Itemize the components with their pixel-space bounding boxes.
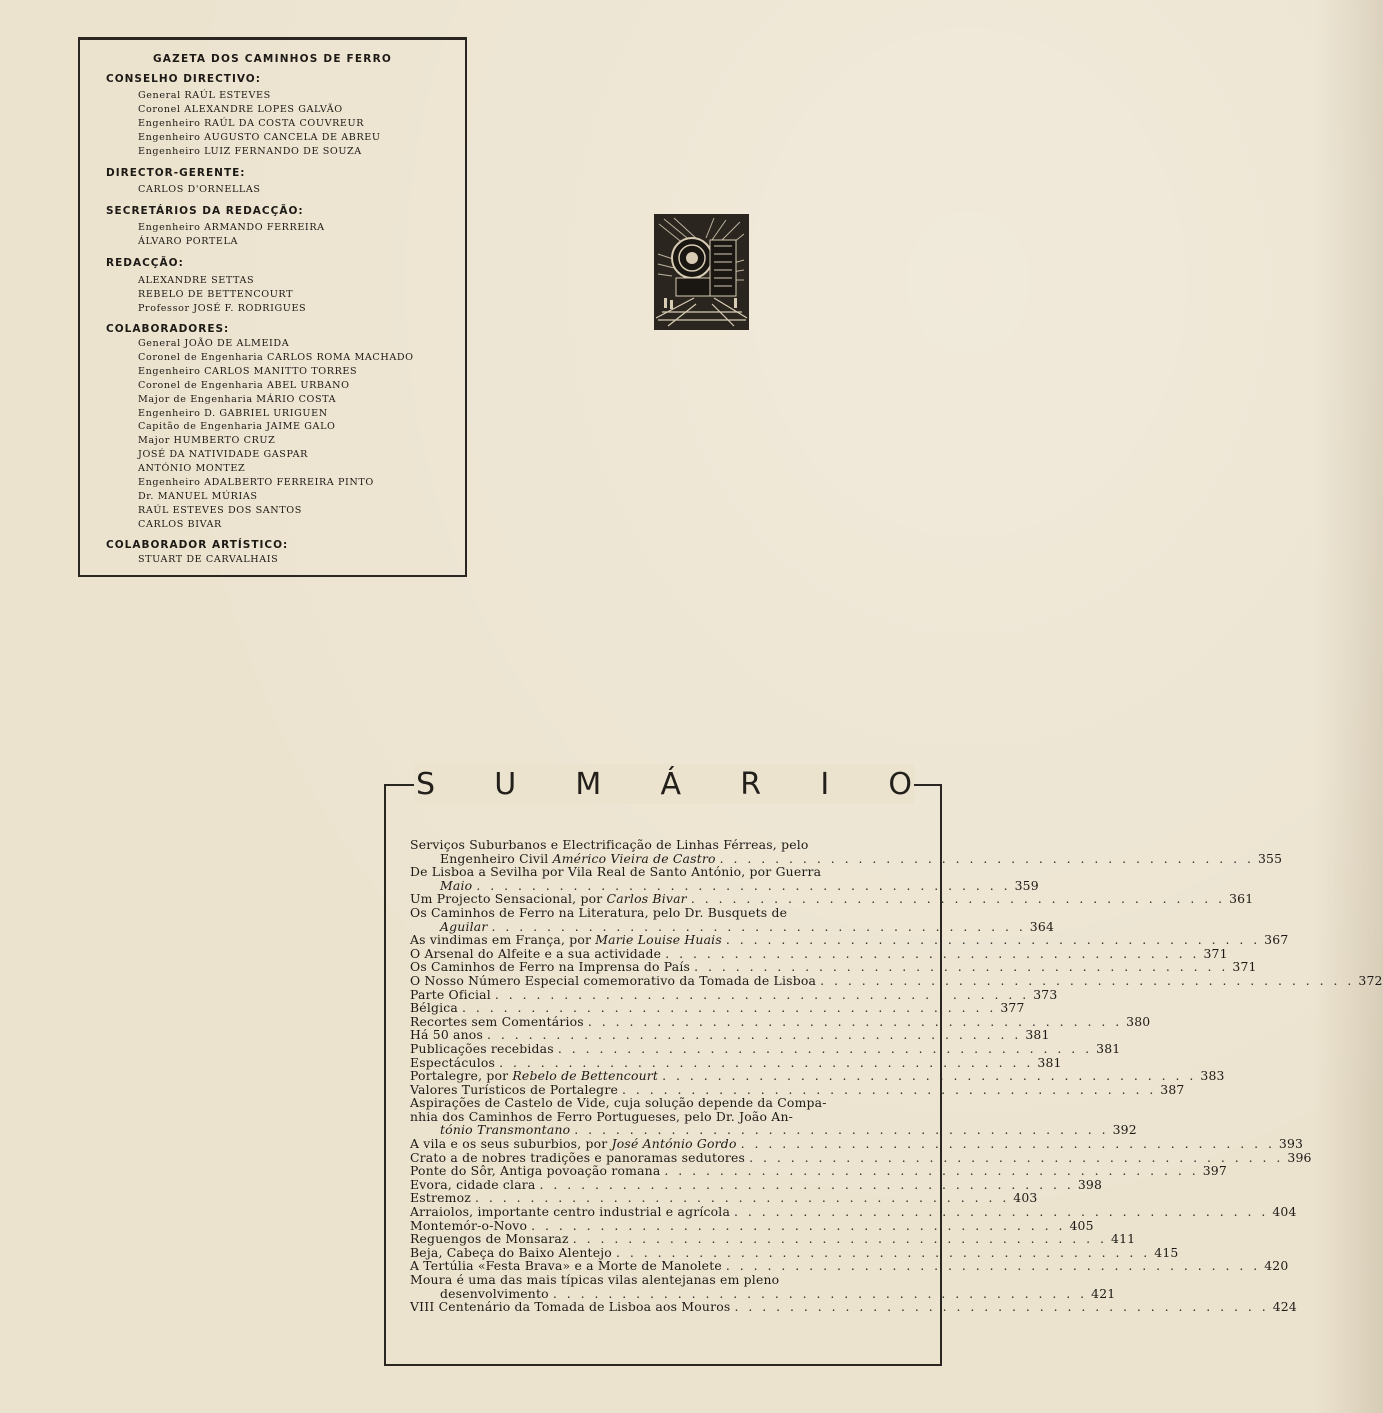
toc-entry-title <box>410 892 687 906</box>
toc-entry <box>410 959 1257 975</box>
toc-entry <box>410 891 1254 907</box>
staff-member: CARLOS BIVAR <box>138 518 222 530</box>
toc-dot-leader: . . . . . . . . . . . . . . . . . . . . . . . . . . . . . . . . . . . . . . . <box>734 1204 1269 1220</box>
toc-entry-title <box>410 1219 527 1233</box>
toc-dot-leader: . . . . . . . . . . . . . . . . . . . . . . . . . . . . . . . . . . . . . . . <box>665 945 1200 961</box>
toc-entry-text: Reguengos de Monsaraz <box>410 1231 569 1247</box>
staff-member: Coronel ALEXANDRE LOPES GALVÃO <box>138 103 343 115</box>
toc-entry <box>410 1040 1121 1056</box>
toc-entry-title <box>410 1069 658 1083</box>
toc-entry-text: O Nosso Número Especial comemorativo da Tomada de Lisboa <box>410 972 817 988</box>
heading-colaborador-artistico: COLABORADOR ARTÍSTICO: <box>106 539 289 551</box>
toc-entry-row <box>410 959 1257 975</box>
toc-dot-leader: . . . . . . . . . . . . . . . . . . . . . . . . . . . . . . . . . . . . . . . <box>476 877 1011 893</box>
toc-entry-text: Portalegre, por <box>410 1068 513 1084</box>
toc-entry-title <box>440 920 488 934</box>
toc-dot-leader: . . . . . . . . . . . . . . . . . . . . . . . . . . . . . . . . . . . . . . . <box>725 932 1261 948</box>
toc-entry <box>410 1244 1179 1260</box>
toc-entry-row <box>410 1136 1304 1152</box>
list-colaborador-artistico <box>138 553 278 567</box>
toc-entry <box>410 1027 1050 1043</box>
title-letter: S <box>416 766 436 802</box>
toc-entry-title <box>410 988 491 1002</box>
toc-entry-title <box>410 933 722 947</box>
staff-member: CARLOS D'ORNELLAS <box>138 184 261 195</box>
toc-entry <box>410 945 1228 961</box>
toc-entry-text: Evora, cidade clara <box>410 1176 536 1192</box>
toc-page-number: 387 <box>1160 1081 1185 1097</box>
toc-page-number: 377 <box>1000 1000 1025 1016</box>
toc-page-number: 411 <box>1110 1231 1136 1247</box>
toc-entry-line: nhia dos Caminhos de Ferro Portugueses, pelo Dr. João An- <box>410 1108 794 1124</box>
title-letter: U <box>494 766 517 802</box>
toc-entry-text: Um Projecto Sensacional, por <box>410 891 607 907</box>
toc-entry <box>410 1204 1297 1220</box>
toc-dot-leader: . . . . . . . . . . . . . . . . . . . . . . . . . . . . . . . . . . . . . . . <box>539 1176 1074 1192</box>
title-letter: M <box>575 766 602 802</box>
toc-entry-text: O Arsenal do Alfeite e a sua actividade <box>410 945 662 961</box>
toc-entry-row <box>410 1068 1225 1084</box>
toc-page-number: 373 <box>1033 986 1058 1002</box>
toc-page-number: 381 <box>1096 1040 1121 1056</box>
toc-page-number: 372 <box>1358 972 1383 988</box>
toc-entry-row <box>410 945 1228 961</box>
toc-entry <box>410 1272 1116 1301</box>
table-of-contents <box>410 837 1383 1315</box>
toc-dot-leader: . . . . . . . . . . . . . . . . . . . . . . . . . . . . . . . . . . . . . . . <box>557 1040 1093 1056</box>
toc-page-number: 359 <box>1014 877 1039 893</box>
toc-dot-leader: . . . . . . . . . . . . . . . . . . . . . . . . . . . . . . . . . . . . . . . <box>734 1299 1269 1315</box>
toc-entry-row <box>410 1027 1050 1043</box>
toc-dot-leader: . . . . . . . . . . . . . . . . . . . . . . . . . . . . . . . . . . . . . . . <box>740 1136 1275 1152</box>
locomotive-woodcut-illustration <box>654 214 749 330</box>
toc-entry-author: José António Gordo <box>611 1136 737 1152</box>
staff-member: RAÚL ESTEVES DOS SANTOS <box>138 504 302 516</box>
staff-member: ALEXANDRE SETTAS <box>138 275 255 286</box>
toc-page-number: 381 <box>1037 1054 1062 1070</box>
toc-entry-row <box>410 1204 1297 1220</box>
toc-dot-leader: . . . . . . . . . . . . . . . . . . . . . . . . . . . . . . . . . . . . . . . <box>487 1027 1022 1043</box>
toc-entry-title <box>440 1123 570 1137</box>
toc-dot-leader: . . . . . . . . . . . . . . . . . . . . . . . . . . . . . . . . . . . . . . . <box>621 1081 1157 1097</box>
heading-redaccao: REDACÇÃO: <box>106 257 184 269</box>
toc-entry-author: Maio <box>440 877 473 893</box>
toc-entry-row <box>410 1081 1185 1097</box>
toc-entry-text: A Tertúlia «Festa Brava» e a Morte de Manolete <box>410 1258 722 1274</box>
staff-member: Coronel de Engenharia ABEL URBANO <box>138 379 350 391</box>
toc-entry-row <box>410 1258 1289 1274</box>
toc-entry <box>410 1095 1137 1138</box>
toc-dot-leader: . . . . . . . . . . . . . . . . . . . . . . . . . . . . . . . . . . . . . . . <box>531 1217 1066 1233</box>
toc-dot-leader: . . . . . . . . . . . . . . . . . . . . . . . . . . . . . . . . . . . . . . . <box>615 1244 1151 1260</box>
toc-entry-text: Arraiolos, importante centro industrial e agrícola <box>410 1204 731 1220</box>
toc-entry <box>410 1081 1185 1097</box>
staff-member: Engenheiro CARLOS MANITTO TORRES <box>138 365 358 377</box>
toc-entry-text: VIII Centenário da Tomada de Lisboa aos Mouros <box>410 1299 731 1315</box>
toc-dot-leader: . . . . . . . . . . . . . . . . . . . . . . . . . . . . . . . . . . . . . . . <box>474 1190 1010 1206</box>
toc-dot-leader: . . . . . . . . . . . . . . . . . . . . . . . . . . . . . . . . . . . . . . . <box>499 1054 1034 1070</box>
toc-entry-row <box>410 850 1283 866</box>
toc-page-number: 371 <box>1232 959 1257 975</box>
toc-entry-text: Parte Oficial <box>410 986 491 1002</box>
toc-entry <box>410 864 1039 893</box>
toc-entry-title <box>410 1191 471 1205</box>
staff-member: STUART DE CARVALHAIS <box>138 554 279 565</box>
toc-entry-text: Recortes sem Comentários <box>410 1013 584 1029</box>
toc-dot-leader: . . . . . . . . . . . . . . . . . . . . . . . . . . . . . . . . . . . . . . . <box>820 972 1355 988</box>
toc-entry-author: Américo Vieira de Castro <box>552 850 716 866</box>
toc-entry-title <box>410 1232 569 1246</box>
toc-entry-title <box>440 879 472 893</box>
list-secretarios <box>138 221 325 249</box>
toc-page-number: 397 <box>1202 1163 1227 1179</box>
toc-entry-title <box>440 852 716 866</box>
staff-member: Coronel de Engenharia CARLOS ROMA MACHADO <box>138 351 414 363</box>
toc-entry-text: Espectáculos <box>410 1054 496 1070</box>
toc-entry-title <box>410 974 816 988</box>
staff-member: Professor JOSÉ F. RODRIGUES <box>138 302 307 314</box>
toc-entry-text: As vindimas em França, por <box>410 932 596 948</box>
toc-entry-title <box>410 1042 554 1056</box>
toc-dot-leader: . . . . . . . . . . . . . . . . . . . . . . . . . . . . . . . . . . . . . . . <box>552 1285 1088 1301</box>
list-redaccao <box>138 274 306 316</box>
toc-entry <box>410 1149 1312 1165</box>
toc-entry-title <box>410 1056 495 1070</box>
toc-entry-text: Bélgica <box>410 1000 459 1016</box>
staff-member: ANTÓNIO MONTEZ <box>138 463 246 475</box>
list-director-gerente <box>138 183 261 197</box>
staff-member: General RAÚL ESTEVES <box>138 90 271 101</box>
toc-entry <box>410 1000 1025 1016</box>
toc-page-number: 420 <box>1264 1258 1289 1274</box>
toc-dot-leader: . . . . . . . . . . . . . . . . . . . . . . . . . . . . . . . . . . . . . . . <box>587 1013 1123 1029</box>
toc-dot-leader: . . . . . . . . . . . . . . . . . . . . . . . . . . . . . . . . . . . . . . . <box>694 959 1229 975</box>
toc-entry-text: Beja, Cabeça do Baixo Alentejo <box>410 1244 612 1260</box>
toc-entry <box>410 1299 1297 1315</box>
toc-entry <box>410 986 1058 1002</box>
toc-page-number: 403 <box>1013 1190 1038 1206</box>
toc-entry-row <box>410 1040 1121 1056</box>
toc-entry <box>410 1054 1062 1070</box>
toc-entry-line: Os Caminhos de Ferro na Literatura, pelo Dr. Busquets de <box>410 904 788 920</box>
toc-entry-text: desenvolvimento <box>440 1285 549 1301</box>
toc-entry <box>410 972 1383 988</box>
toc-entry-title <box>410 1151 745 1165</box>
toc-entry <box>410 1136 1304 1152</box>
toc-entry-title <box>410 1015 584 1029</box>
toc-entry-title <box>410 960 690 974</box>
toc-page-number: 381 <box>1025 1027 1050 1043</box>
staff-member: Engenheiro RAÚL DA COSTA COUVREUR <box>138 117 365 129</box>
toc-entry-row <box>410 1217 1094 1233</box>
staff-member: REBELO DE BETTENCOURT <box>138 288 294 300</box>
title-letter: I <box>820 766 830 802</box>
toc-page-number: 380 <box>1126 1013 1151 1029</box>
staff-member: Major HUMBERTO CRUZ <box>138 435 276 447</box>
toc-entry-line: Serviços Suburbanos e Electrificação de Linhas Férreas, pelo <box>410 837 809 852</box>
heading-colaboradores: COLABORADORES: <box>106 323 230 335</box>
toc-entry-text: Há 50 anos <box>410 1027 484 1043</box>
toc-entry-row <box>410 1013 1151 1029</box>
toc-entry-text: Os Caminhos de Ferro na Imprensa do País <box>410 959 691 975</box>
toc-entry-title <box>410 1028 483 1042</box>
toc-entry-row <box>410 1000 1025 1016</box>
toc-entry-title <box>410 947 661 961</box>
heading-secretarios: SECRETÁRIOS DA REDACÇÃO: <box>106 205 304 217</box>
toc-entry-row <box>410 1299 1297 1315</box>
toc-entry-title <box>410 1259 722 1273</box>
toc-entry <box>410 932 1289 948</box>
sumario-title <box>414 764 914 804</box>
staff-member: Dr. MANUEL MÚRIAS <box>138 490 258 502</box>
toc-page-number: 424 <box>1272 1299 1297 1315</box>
toc-entry-row <box>410 1285 1116 1301</box>
toc-dot-leader: . . . . . . . . . . . . . . . . . . . . . . . . . . . . . . . . . . . . . . . <box>664 1163 1199 1179</box>
toc-entry <box>410 1068 1225 1084</box>
staff-member: Engenheiro ADALBERTO FERREIRA PINTO <box>138 477 374 489</box>
toc-page-number: 364 <box>1029 918 1055 934</box>
staff-member: Capitão de Engenharia JAIME GALO <box>138 421 336 433</box>
toc-entry-text: A vila e os seus suburbios, por <box>410 1136 612 1152</box>
toc-entry <box>410 1163 1227 1179</box>
toc-dot-leader: . . . . . . . . . . . . . . . . . . . . . . . . . . . . . . . . . . . . . . . <box>494 986 1030 1002</box>
toc-entry <box>410 1176 1103 1192</box>
toc-entry-title <box>410 1205 730 1219</box>
title-letter: R <box>740 766 762 802</box>
toc-entry-line: Moura é uma das mais típicas vilas alentejanas em pleno <box>410 1272 780 1287</box>
toc-page-number: 396 <box>1287 1149 1312 1165</box>
staff-member: ÁLVARO PORTELA <box>138 235 238 247</box>
toc-entry-title <box>410 1164 660 1178</box>
staff-member: Major de Engenharia MÁRIO COSTA <box>138 393 337 405</box>
toc-entry-text: Valores Turísticos de Portalegre <box>410 1081 618 1097</box>
list-conselho-directivo <box>138 89 381 159</box>
toc-entry <box>410 1217 1094 1233</box>
toc-entry-row <box>410 1244 1179 1260</box>
toc-page-number: 367 <box>1264 932 1289 948</box>
toc-entry-text: Publicações recebidas <box>410 1040 554 1056</box>
toc-page-number: 392 <box>1112 1122 1137 1138</box>
toc-entry-line: Aspirações de Castelo de Vide, cuja solução depende da Compa- <box>410 1095 827 1111</box>
staff-member: Engenheiro ARMANDO FERREIRA <box>138 222 325 233</box>
toc-dot-leader: . . . . . . . . . . . . . . . . . . . . . . . . . . . . . . . . . . . . . . . <box>462 1000 997 1016</box>
toc-page-number: 383 <box>1200 1068 1225 1084</box>
toc-entry-row <box>410 932 1289 948</box>
staff-member: JOSÉ DA NATIVIDADE GASPAR <box>138 449 308 461</box>
masthead-top-rule <box>78 37 467 40</box>
toc-entry-author: Marie Louise Huais <box>595 932 722 948</box>
toc-dot-leader: . . . . . . . . . . . . . . . . . . . . . . . . . . . . . . . . . . . . . . . <box>725 1258 1261 1274</box>
toc-entry-text: Estremoz <box>410 1190 471 1206</box>
toc-entry-text: Montemór-o-Novo <box>410 1217 528 1233</box>
toc-entry-text: Engenheiro Civil <box>440 850 553 866</box>
toc-entry-row <box>410 1149 1312 1165</box>
toc-page-number: 371 <box>1203 945 1228 961</box>
toc-entry-title <box>410 1137 737 1151</box>
toc-entry-row <box>410 891 1254 907</box>
staff-member: General JOÃO DE ALMEIDA <box>138 338 290 349</box>
staff-member: Engenheiro AUGUSTO CANCELA DE ABREU <box>138 131 381 143</box>
toc-entry <box>410 1258 1289 1274</box>
title-letter: O <box>888 766 912 802</box>
toc-dot-leader: . . . . . . . . . . . . . . . . . . . . . . . . . . . . . . . . . . . . . . . <box>491 918 1026 934</box>
toc-dot-leader: . . . . . . . . . . . . . . . . . . . . . . . . . . . . . . . . . . . . . . . <box>690 891 1226 907</box>
toc-entry-title <box>410 1083 618 1097</box>
staff-member: Engenheiro D. GABRIEL URIGUEN <box>138 407 328 419</box>
title-letter: Á <box>660 766 682 802</box>
toc-entry-line: De Lisboa a Sevilha por Vila Real de Santo António, por Guerra <box>410 864 822 880</box>
toc-entry <box>410 904 1055 934</box>
toc-dot-leader: . . . . . . . . . . . . . . . . . . . . . . . . . . . . . . . . . . . . . . . <box>749 1149 1284 1165</box>
toc-entry <box>410 1190 1038 1206</box>
toc-dot-leader: . . . . . . . . . . . . . . . . . . . . . . . . . . . . . . . . . . . . . . . <box>572 1231 1107 1247</box>
toc-entry-row <box>410 877 1039 893</box>
toc-entry-title <box>410 1001 458 1015</box>
toc-entry <box>410 837 1283 866</box>
toc-entry-text: Ponte do Sôr, Antiga povoação romana <box>410 1163 661 1179</box>
toc-entry-title <box>410 1300 730 1314</box>
toc-entry-row <box>410 1163 1227 1179</box>
toc-entry-row <box>410 1176 1103 1192</box>
toc-page-number: 405 <box>1069 1217 1094 1233</box>
toc-entry-author: Carlos Bivar <box>606 891 687 907</box>
toc-entry-title <box>410 1246 612 1260</box>
masthead-box <box>78 37 467 577</box>
toc-entry-row <box>410 1231 1136 1247</box>
heading-conselho-directivo: CONSELHO DIRECTIVO: <box>106 73 261 85</box>
sumario-rule-right <box>912 784 942 786</box>
toc-entry-row <box>410 986 1058 1002</box>
toc-entry-row <box>410 1122 1137 1138</box>
sumario-rule-left <box>384 784 416 786</box>
toc-entry-row <box>410 1054 1062 1070</box>
toc-entry-author: tónio Transmontano <box>440 1122 571 1138</box>
toc-entry-title <box>440 1287 549 1301</box>
toc-entry-text: Crato a de nobres tradições e panoramas sedutores <box>410 1149 746 1165</box>
toc-page-number: 404 <box>1272 1204 1297 1220</box>
staff-member: Engenheiro LUIZ FERNANDO DE SOUZA <box>138 145 362 157</box>
heading-director-gerente: DIRECTOR-GERENTE: <box>106 167 246 179</box>
toc-entry-row <box>410 972 1383 988</box>
toc-entry-title <box>410 1178 536 1192</box>
masthead-title: GAZETA DOS CAMINHOS DE FERRO <box>152 53 392 65</box>
list-colaboradores <box>138 337 414 532</box>
toc-dot-leader: . . . . . . . . . . . . . . . . . . . . . . . . . . . . . . . . . . . . . . . <box>574 1122 1109 1138</box>
toc-page-number: 361 <box>1229 891 1254 907</box>
toc-entry-author: Rebelo de Bettencourt <box>512 1068 659 1084</box>
toc-page-number: 393 <box>1278 1136 1304 1152</box>
toc-entry-row <box>410 918 1055 934</box>
toc-entry-author: Aguilar <box>440 918 488 934</box>
toc-page-number: 398 <box>1077 1176 1103 1192</box>
toc-page-number: 421 <box>1091 1285 1116 1301</box>
toc-dot-leader: . . . . . . . . . . . . . . . . . . . . . . . . . . . . . . . . . . . . . . . <box>662 1068 1197 1084</box>
toc-page-number: 355 <box>1257 850 1283 866</box>
toc-entry <box>410 1013 1151 1029</box>
toc-entry-row <box>410 1190 1038 1206</box>
toc-entry <box>410 1231 1136 1247</box>
toc-page-number: 415 <box>1154 1244 1179 1260</box>
toc-dot-leader: . . . . . . . . . . . . . . . . . . . . . . . . . . . . . . . . . . . . . . . <box>719 850 1254 866</box>
